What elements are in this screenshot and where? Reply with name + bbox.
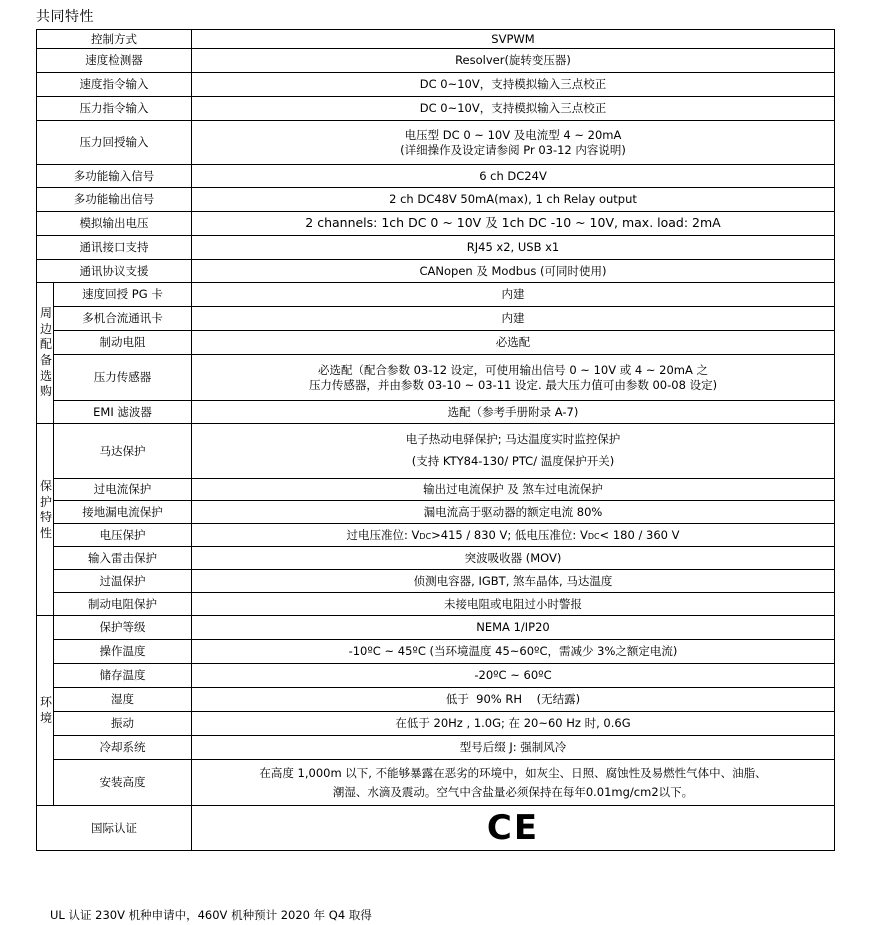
row-value bbox=[192, 806, 835, 851]
table-row bbox=[37, 283, 835, 307]
row-value: 漏电流高于驱动器的额定电流 80% bbox=[192, 501, 835, 524]
row-label: 输入雷击保护 bbox=[54, 547, 192, 570]
group-char: 购 bbox=[40, 384, 53, 399]
row-value: -20ºC ~ 60ºC bbox=[192, 664, 835, 688]
value-line: 电压型 DC 0 ~ 10V 及电流型 4 ~ 20mA bbox=[404, 127, 622, 142]
row-label: 安装高度 bbox=[54, 760, 192, 806]
voltage-subscript: DC bbox=[587, 531, 600, 541]
row-value: DC 0~10V，支持模拟输入三点校正 bbox=[192, 97, 835, 121]
row-value bbox=[192, 760, 835, 806]
row-value: 在低于 20Hz , 1.0G; 在 20~60 Hz 时, 0.6G bbox=[192, 712, 835, 736]
footnote: UL 认证 230V 机种申请中，460V 机种预计 2020 年 Q4 取得 bbox=[50, 908, 372, 922]
row-label: 模拟输出电压 bbox=[37, 212, 192, 236]
row-label: 冷却系统 bbox=[54, 736, 192, 760]
table-row bbox=[37, 501, 835, 524]
row-value: 侦测电容器, IGBT, 煞车晶体, 马达温度 bbox=[192, 570, 835, 593]
table-row-spacer bbox=[37, 355, 835, 357]
value-line: 潮湿、水滴及震动。空气中含盐量必须保持在每年0.01mg/cm2以下。 bbox=[332, 784, 694, 799]
row-value: 内建 bbox=[192, 283, 835, 307]
row-label: 压力传感器 bbox=[54, 355, 192, 401]
row-label: 操作温度 bbox=[54, 640, 192, 664]
table-row bbox=[37, 547, 835, 570]
row-label: 通讯协议支援 bbox=[37, 260, 192, 283]
voltage-subscript: DC bbox=[419, 531, 432, 541]
group-label-environment bbox=[37, 616, 54, 806]
table-row bbox=[37, 30, 835, 49]
row-value: 2 channels: 1ch DC 0 ~ 10V 及 1ch DC -10 ~ 10V, max. load: 2mA bbox=[192, 212, 835, 236]
group-char: 配 bbox=[40, 337, 53, 352]
table-row bbox=[37, 524, 835, 547]
row-label: 过温保护 bbox=[54, 570, 192, 593]
row-value bbox=[192, 121, 835, 165]
table-row bbox=[37, 479, 835, 501]
section-title: 共同特性 bbox=[36, 9, 94, 25]
group-char: 选 bbox=[40, 368, 53, 383]
spec-table bbox=[36, 29, 835, 851]
row-label: 控制方式 bbox=[37, 30, 192, 49]
row-value: 型号后缀 J: 强制风冷 bbox=[192, 736, 835, 760]
value-line: (详细操作及设定请参阅 Pr 03-12 内容说明) bbox=[400, 142, 626, 157]
group-label-protection bbox=[37, 424, 54, 616]
table-row bbox=[37, 49, 835, 73]
voltage-text: < 180 / 360 V bbox=[599, 527, 680, 542]
ce-mark-icon: CE bbox=[486, 808, 540, 848]
table-row bbox=[37, 165, 835, 188]
row-label: EMI 滤波器 bbox=[54, 401, 192, 424]
row-value: 未接电阻或电阻过小时警报 bbox=[192, 593, 835, 616]
row-value bbox=[192, 355, 835, 401]
row-value bbox=[192, 424, 835, 479]
row-label: 国际认证 bbox=[37, 806, 192, 851]
table-row-spacer bbox=[37, 760, 835, 762]
table-row bbox=[37, 593, 835, 616]
group-char: 边 bbox=[40, 321, 53, 336]
table-row bbox=[37, 424, 835, 479]
row-label: 马达保护 bbox=[54, 424, 192, 479]
table-row bbox=[37, 236, 835, 260]
row-value: CANopen 及 Modbus (可同时使用) bbox=[192, 260, 835, 283]
group-char: 特 bbox=[40, 510, 53, 525]
row-value: 内建 bbox=[192, 307, 835, 331]
row-value: 选配（参考手册附录 A-7) bbox=[192, 401, 835, 424]
value-line: (支持 KTY84-130/ PTC/ 温度保护开关) bbox=[411, 454, 615, 468]
table-row bbox=[37, 307, 835, 331]
row-label: 储存温度 bbox=[54, 664, 192, 688]
table-row bbox=[37, 260, 835, 283]
table-row bbox=[37, 73, 835, 97]
row-label: 保护等级 bbox=[54, 616, 192, 640]
row-label: 接地漏电流保护 bbox=[54, 501, 192, 524]
group-char: 环 bbox=[40, 694, 53, 709]
table-row bbox=[37, 806, 835, 851]
row-value: RJ45 x2, USB x1 bbox=[192, 236, 835, 260]
row-value: 低于 90% RH (无结露) bbox=[192, 688, 835, 712]
row-label: 多功能输出信号 bbox=[37, 188, 192, 212]
group-char: 性 bbox=[40, 525, 53, 540]
row-label: 多功能输入信号 bbox=[37, 165, 192, 188]
table-row bbox=[37, 570, 835, 593]
row-value: -10ºC ~ 45ºC (当环境温度 45~60ºC，需减少 3%之额定电流) bbox=[192, 640, 835, 664]
row-value: 输出过电流保护 及 煞车过电流保护 bbox=[192, 479, 835, 501]
row-value: 2 ch DC48V 50mA(max), 1 ch Relay output bbox=[192, 188, 835, 212]
table-row bbox=[37, 664, 835, 688]
row-label: 压力回授输入 bbox=[37, 121, 192, 165]
group-label-peripheral bbox=[37, 283, 54, 424]
group-char: 境 bbox=[40, 710, 53, 725]
table-row bbox=[37, 121, 835, 165]
row-label: 压力指令输入 bbox=[37, 97, 192, 121]
row-value: DC 0~10V，支持模拟输入三点校正 bbox=[192, 73, 835, 97]
group-char: 保 bbox=[40, 479, 53, 493]
voltage-text: >415 / 830 V; 低电压准位: V bbox=[431, 527, 588, 542]
group-char: 备 bbox=[40, 353, 53, 367]
row-label: 速度检测器 bbox=[37, 49, 192, 73]
table-row bbox=[37, 97, 835, 121]
value-line: 电子热动电驿保护; 马达温度实时监控保护 bbox=[405, 432, 621, 447]
table-row bbox=[37, 616, 835, 640]
value-line: 压力传感器，并由参数 03-10 ~ 03-11 设定. 最大压力值可由参数 00-08 设定) bbox=[308, 377, 718, 392]
table-row bbox=[37, 712, 835, 736]
row-value: 必选配 bbox=[192, 331, 835, 355]
row-label: 通讯接口支持 bbox=[37, 236, 192, 260]
table-row bbox=[37, 188, 835, 212]
table-row bbox=[37, 736, 835, 760]
row-value: NEMA 1/IP20 bbox=[192, 616, 835, 640]
row-label: 电压保护 bbox=[54, 524, 192, 547]
group-char: 周 bbox=[40, 306, 53, 321]
table-row bbox=[37, 331, 835, 355]
row-label: 过电流保护 bbox=[54, 479, 192, 501]
row-label: 振动 bbox=[54, 712, 192, 736]
table-row bbox=[37, 688, 835, 712]
row-value: 6 ch DC24V bbox=[192, 165, 835, 188]
row-value: SVPWM bbox=[192, 30, 835, 49]
row-label: 速度指令输入 bbox=[37, 73, 192, 97]
row-label: 多机合流通讯卡 bbox=[54, 307, 192, 331]
value-line: 在高度 1,000m 以下, 不能够暴露在恶劣的环境中，如灰尘、日照、腐蚀性及易燃性气体中、油脂、 bbox=[259, 765, 767, 780]
row-label: 制动电阻 bbox=[54, 331, 192, 355]
row-label: 制动电阻保护 bbox=[54, 593, 192, 616]
row-value: Resolver(旋转变压器) bbox=[192, 49, 835, 73]
voltage-text: 过电压准位: V bbox=[346, 527, 420, 542]
group-char: 护 bbox=[40, 494, 53, 509]
table-row bbox=[37, 212, 835, 236]
row-value: 突波吸收器 (MOV) bbox=[192, 547, 835, 570]
table-row bbox=[37, 640, 835, 664]
table-row bbox=[37, 401, 835, 424]
value-line: 必选配（配合参数 03-12 设定，可使用输出信号 0 ~ 10V 或 4 ~ 20mA 之 bbox=[317, 362, 709, 377]
row-label: 湿度 bbox=[54, 688, 192, 712]
row-label: 速度回授 PG 卡 bbox=[54, 283, 192, 307]
row-value bbox=[192, 524, 835, 547]
